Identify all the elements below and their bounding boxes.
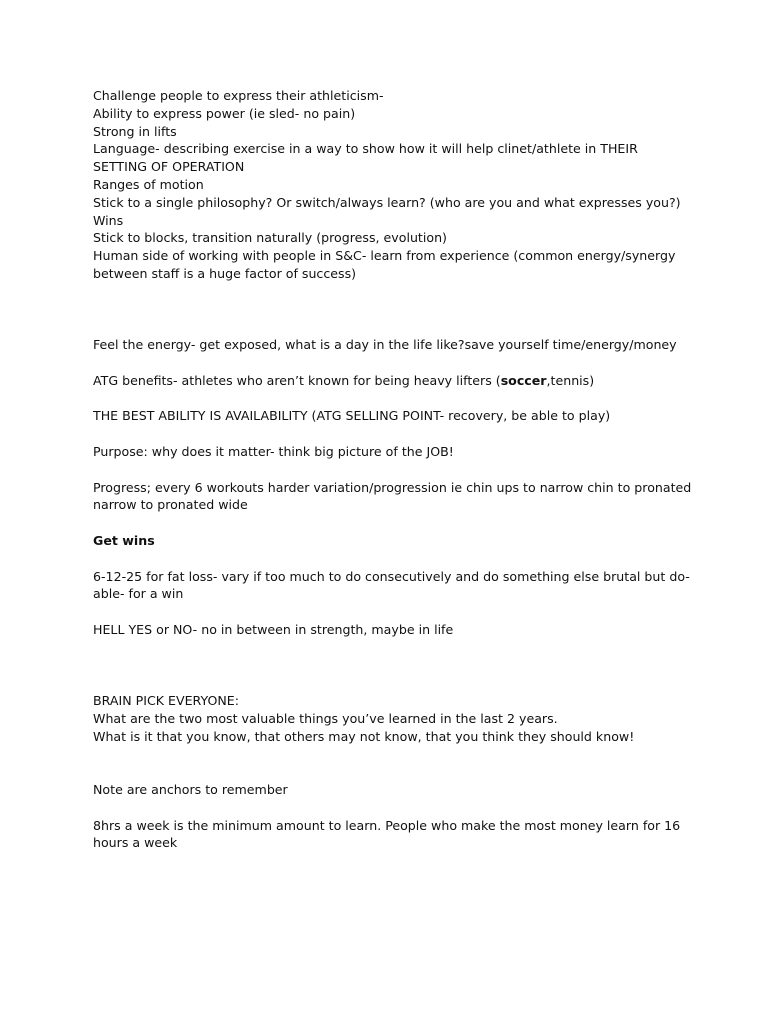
feel-energy-paragraph: Feel the energy- get exposed, what is a day in the life like?save yourself time/energy/money <box>93 337 677 353</box>
atg-bold-word: soccer <box>500 372 547 388</box>
note-line: Language- describing exercise in a way to show how it will help clinet/athlete in THEIR SETTING OF OPERATION <box>93 141 638 175</box>
brain-pick-question: What are the two most valuable things you’ve learned in the last 2 years. <box>93 710 558 726</box>
atg-benefits-paragraph <box>93 372 693 390</box>
spacer <box>93 390 693 408</box>
spacer <box>93 745 693 781</box>
get-wins-heading <box>93 532 693 550</box>
spacer <box>93 799 693 817</box>
best-ability-paragraph: THE BEST ABILITY IS AVAILABILITY (ATG SELLING POINT- recovery, be able to play) <box>93 408 611 424</box>
spacer <box>93 550 693 568</box>
note-line: Stick to blocks, transition naturally (progress, evolution) <box>93 230 447 246</box>
note-line: Challenge people to express their athleticism- <box>93 88 384 103</box>
document-body <box>93 87 693 852</box>
spacer <box>93 639 693 692</box>
anchors-paragraph: Note are anchors to remember <box>93 782 288 798</box>
purpose-paragraph: Purpose: why does it matter- think big picture of the JOB! <box>93 443 454 459</box>
spacer <box>93 461 693 479</box>
note-line: Stick to a single philosophy? Or switch/always learn? (who are you and what expresses you?) <box>93 194 681 210</box>
note-line: Strong in lifts <box>93 123 177 139</box>
fat-loss-paragraph: 6-12-25 for fat loss- vary if too much to do consecutively and do something else brutal but do-able- for a win <box>93 568 690 602</box>
brain-pick-question: What is it that you know, that others may not know, that you think they should know! <box>93 728 635 744</box>
note-line: Human side of working with people in S&C- learn from experience (common energy/synergy between staff is a huge factor of success) <box>93 248 676 281</box>
spacer <box>93 425 693 443</box>
spacer <box>93 514 693 532</box>
hell-yes-paragraph: HELL YES or NO- no in between in strength, maybe in life <box>93 621 454 637</box>
spacer <box>93 603 693 621</box>
note-line: Wins <box>93 212 124 228</box>
atg-suffix: ,tennis) <box>546 372 595 388</box>
note-line: Ability to express power (ie sled- no pain) <box>93 105 356 121</box>
hours-paragraph: 8hrs a week is the minimum amount to learn. People who make the most money learn for 16 hours a week <box>93 817 681 851</box>
spacer <box>93 354 693 372</box>
brain-pick-heading: BRAIN PICK EVERYONE: <box>93 693 240 709</box>
get-wins-bold: Get wins <box>93 532 155 548</box>
progress-paragraph: Progress; every 6 workouts harder variation/progression ie chin ups to narrow chin to pronated narrow to pronated wide <box>93 479 692 513</box>
spacer <box>93 283 693 336</box>
note-line: Ranges of motion <box>93 176 204 192</box>
atg-prefix: ATG benefits- athletes who aren’t known for being heavy lifters ( <box>93 372 501 388</box>
